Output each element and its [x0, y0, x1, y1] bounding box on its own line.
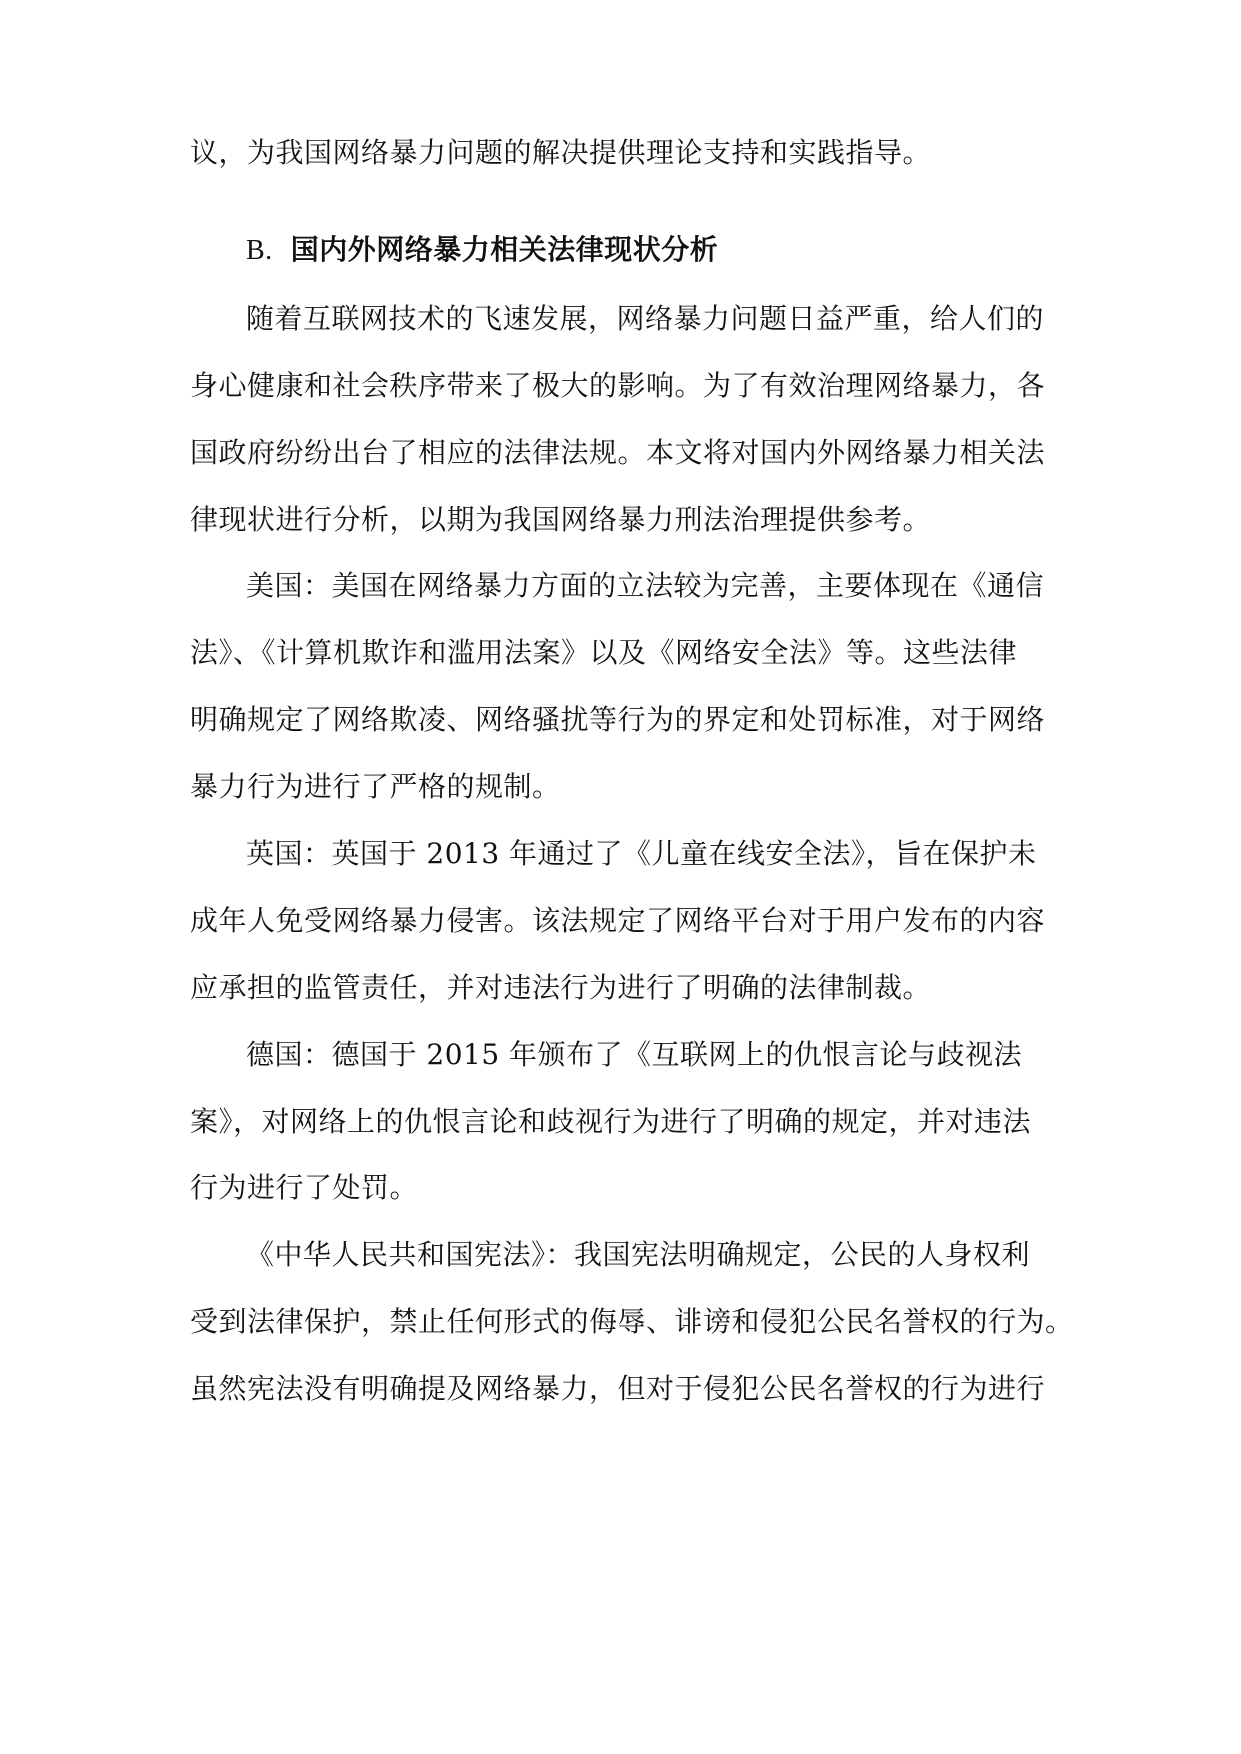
paragraph-line: 暴力行为进行了严格的规制。 [190, 770, 561, 803]
section-number: B. [246, 235, 273, 266]
paragraph-line: 《中华人民共和国宪法》：我国宪法明确规定，公民的人身权利 [246, 1238, 1031, 1271]
section-title: 国内外网络暴力相关法律现状分析 [290, 233, 719, 266]
paragraph-line: 法》、《计算机欺诈和滥用法案》以及《网络安全法》等。这些法律 [190, 636, 1018, 669]
paragraph-line: 身心健康和社会秩序带来了极大的影响。为了有效治理网络暴力，各 [190, 369, 1046, 402]
paragraph-line: 随着互联网技术的飞速发展，网络暴力问题日益严重，给人们的 [246, 302, 1045, 335]
intro-line: 议，为我国网络暴力问题的解决提供理论支持和实践指导。 [190, 136, 932, 169]
paragraph-line: 虽然宪法没有明确提及网络暴力，但对于侵犯公民名誉权的行为进行 [190, 1372, 1046, 1405]
paragraph-line: 受到法律保护，禁止任何形式的侮辱、诽谤和侵犯公民名誉权的行为。 [190, 1305, 1074, 1338]
paragraph-line: 律现状进行分析，以期为我国网络暴力刑法治理提供参考。 [190, 503, 932, 536]
paragraph-line: 应承担的监管责任，并对违法行为进行了明确的法律制裁。 [190, 971, 932, 1004]
section-heading [246, 230, 1106, 271]
paragraph-line: 英国：英国于 2013 年通过了《儿童在线安全法》，旨在保护未 [246, 837, 1037, 870]
paragraph-line: 国政府纷纷出台了相应的法律法规。本文将对国内外网络暴力相关法 [190, 436, 1046, 469]
paragraph-line: 明确规定了网络欺凌、网络骚扰等行为的界定和处罚标准，对于网络 [190, 703, 1046, 736]
paragraph-line: 案》，对网络上的仇恨言论和歧视行为进行了明确的规定，并对违法 [190, 1105, 1032, 1138]
paragraph-line: 成年人免受网络暴力侵害。该法规定了网络平台对于用户发布的内容 [190, 904, 1046, 937]
paragraph-line: 美国：美国在网络暴力方面的立法较为完善，主要体现在《通信 [246, 569, 1045, 602]
paragraph-line: 德国：德国于 2015 年颁布了《互联网上的仇恨言论与歧视法 [246, 1038, 1023, 1071]
paragraph-line: 行为进行了处罚。 [190, 1171, 419, 1204]
